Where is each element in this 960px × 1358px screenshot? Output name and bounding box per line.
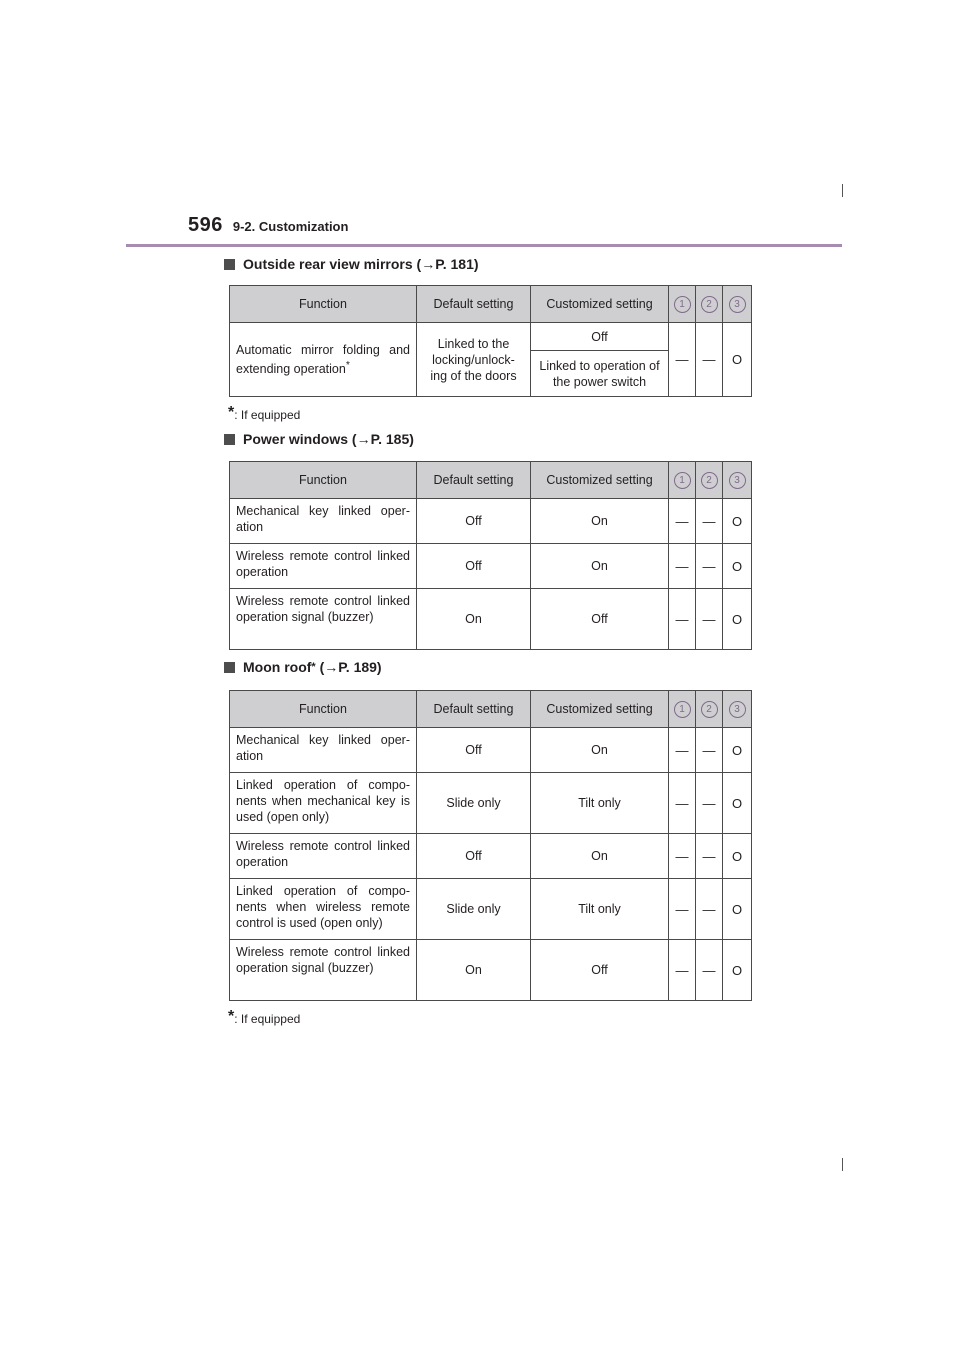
mark-cell-3: O: [723, 940, 752, 1001]
mark-cell-2: —: [696, 773, 723, 834]
function-cell: Wireless remote control linked operation signal (buzzer): [230, 589, 417, 650]
mirrors-table: [229, 285, 752, 397]
function-cell: Linked operation of compo-nents when mechanical key is used (open only): [230, 773, 417, 834]
section-heading-mirrors: [224, 256, 479, 272]
default-cell: Slide only: [417, 773, 531, 834]
table-header-row: [230, 286, 752, 323]
custom-cell: On: [531, 728, 669, 773]
mark-cell-3: O: [723, 544, 752, 589]
mark-cell-3: O: [723, 728, 752, 773]
circle-1-icon: 1: [674, 296, 691, 313]
mark-cell-3: O: [723, 499, 752, 544]
bullet-square-icon: [224, 259, 235, 270]
footnote-star: *: [228, 1008, 235, 1025]
default-cell: Slide only: [417, 879, 531, 940]
page-reference-link[interactable]: P. 185): [370, 431, 414, 447]
arrow-icon: →: [421, 256, 436, 272]
function-cell: Mechanical key linked oper-ation: [230, 499, 417, 544]
table-row: [230, 323, 752, 351]
mark-cell-3: O: [723, 323, 752, 397]
default-cell: Linked to the locking/unlock-ing of the doors: [417, 323, 531, 397]
mark-cell-2: —: [696, 879, 723, 940]
column-header-default: Default setting: [417, 286, 531, 323]
column-header-function: Function: [230, 286, 417, 323]
header-rule: [126, 244, 842, 247]
mark-cell-1: —: [669, 589, 696, 650]
column-header-custom: Customized setting: [531, 691, 669, 728]
default-cell: Off: [417, 544, 531, 589]
table-row: [230, 499, 752, 544]
page-reference-link[interactable]: P. 181): [435, 256, 479, 272]
column-header-2: [696, 286, 723, 323]
mark-cell-1: —: [669, 773, 696, 834]
mark-cell-3: O: [723, 879, 752, 940]
custom-option-cell: Linked to operation of the power switch: [531, 351, 669, 397]
circle-3-icon: 3: [729, 472, 746, 489]
section-heading-moonroof: [224, 659, 382, 675]
table-row: [230, 940, 752, 1001]
table-row: [230, 544, 752, 589]
default-cell: Off: [417, 499, 531, 544]
section-title: 9-2. Customization: [232, 219, 349, 234]
column-header-3: [723, 691, 752, 728]
mark-cell-1: —: [669, 940, 696, 1001]
mark-cell-3: O: [723, 834, 752, 879]
circle-3-icon: 3: [729, 701, 746, 718]
function-cell: Wireless remote control linked operation: [230, 834, 417, 879]
heading-open-paren: (: [315, 659, 325, 675]
custom-cell: On: [531, 834, 669, 879]
page-number: 596: [188, 214, 223, 236]
table-row: [230, 589, 752, 650]
arrow-icon: →: [324, 659, 339, 675]
footnote-star: *: [345, 359, 350, 371]
column-header-1: [669, 691, 696, 728]
heading-text: Moon roof: [243, 659, 312, 675]
circle-1-icon: 1: [674, 472, 691, 489]
function-cell: Mechanical key linked oper-ation: [230, 728, 417, 773]
column-header-default: Default setting: [417, 462, 531, 499]
section-heading-windows: [224, 431, 414, 447]
column-header-3: [723, 286, 752, 323]
mark-cell-2: —: [696, 323, 723, 397]
table-row: [230, 834, 752, 879]
function-text: Automatic mirror folding and extending operation: [236, 342, 410, 377]
table-header-row: [230, 691, 752, 728]
custom-cell: On: [531, 499, 669, 544]
custom-cell: Tilt only: [531, 879, 669, 940]
footnote-text: : If equipped: [234, 1012, 301, 1026]
heading-text: Power windows (: [243, 431, 357, 447]
default-cell: Off: [417, 728, 531, 773]
table-row: [230, 773, 752, 834]
crop-mark-top: [842, 184, 843, 197]
column-header-2: [696, 691, 723, 728]
mark-cell-3: O: [723, 589, 752, 650]
column-header-function: Function: [230, 462, 417, 499]
table-header-row: [230, 462, 752, 499]
footnote-star: *: [228, 404, 235, 421]
mark-cell-2: —: [696, 940, 723, 1001]
column-header-3: [723, 462, 752, 499]
mark-cell-1: —: [669, 834, 696, 879]
column-header-2: [696, 462, 723, 499]
default-cell: On: [417, 940, 531, 1001]
column-header-custom: Customized setting: [531, 462, 669, 499]
default-cell: On: [417, 589, 531, 650]
default-cell: Off: [417, 834, 531, 879]
mark-cell-2: —: [696, 544, 723, 589]
heading-text: Outside rear view mirrors (: [243, 256, 422, 272]
table-row: [230, 728, 752, 773]
custom-cell: Tilt only: [531, 773, 669, 834]
mark-cell-1: —: [669, 879, 696, 940]
mark-cell-2: —: [696, 728, 723, 773]
circle-2-icon: 2: [701, 472, 718, 489]
mark-cell-1: —: [669, 323, 696, 397]
column-header-custom: Customized setting: [531, 286, 669, 323]
column-header-function: Function: [230, 691, 417, 728]
mark-cell-1: —: [669, 544, 696, 589]
custom-cell: Off: [531, 589, 669, 650]
bullet-square-icon: [224, 662, 235, 673]
function-cell: [230, 323, 417, 397]
custom-cell: On: [531, 544, 669, 589]
mark-cell-1: —: [669, 728, 696, 773]
circle-2-icon: 2: [701, 296, 718, 313]
mark-cell-1: —: [669, 499, 696, 544]
moonroof-table: [229, 690, 752, 1001]
page-header: [188, 214, 348, 237]
column-header-1: [669, 462, 696, 499]
custom-option-cell: Off: [531, 323, 669, 351]
function-cell: Linked operation of compo-nents when wireless remote control is used (open only): [230, 879, 417, 940]
circle-1-icon: 1: [674, 701, 691, 718]
footnote-text: : If equipped: [234, 408, 301, 422]
table-row: [230, 879, 752, 940]
mark-cell-2: —: [696, 834, 723, 879]
crop-mark-bottom: [842, 1158, 843, 1171]
bullet-square-icon: [224, 434, 235, 445]
mark-cell-3: O: [723, 773, 752, 834]
circle-3-icon: 3: [729, 296, 746, 313]
function-cell: Wireless remote control linked operation signal (buzzer): [230, 940, 417, 1001]
column-header-default: Default setting: [417, 691, 531, 728]
mark-cell-2: —: [696, 589, 723, 650]
function-cell: Wireless remote control linked operation: [230, 544, 417, 589]
page-reference-link[interactable]: P. 189): [338, 659, 382, 675]
custom-cell: Off: [531, 940, 669, 1001]
footnote: [228, 404, 300, 422]
footnote: [228, 1008, 300, 1026]
footnote-star: *: [311, 661, 316, 673]
windows-table: [229, 461, 752, 650]
circle-2-icon: 2: [701, 701, 718, 718]
mark-cell-2: —: [696, 499, 723, 544]
arrow-icon: →: [356, 431, 371, 447]
column-header-1: [669, 286, 696, 323]
